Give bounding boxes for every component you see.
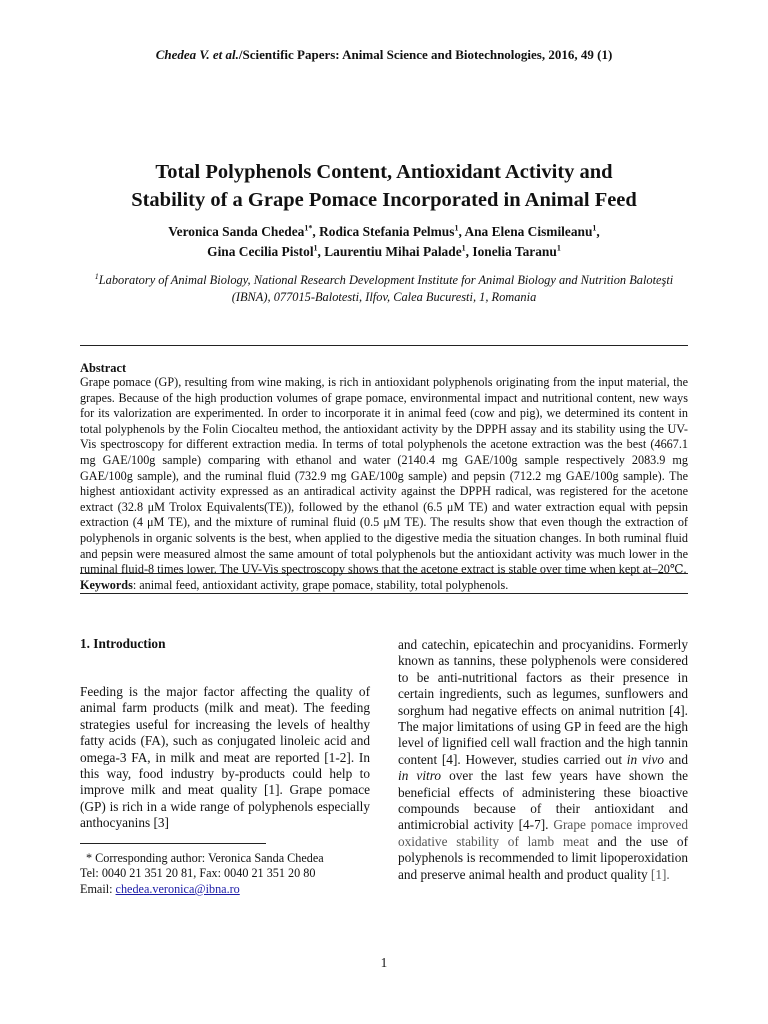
text-run: and the use of polyphenols is recommended to limit lipoperoxidation and preserve animal health and product quality <box>398 833 688 882</box>
footnote-email-line <box>80 882 324 897</box>
keywords-text: : animal feed, antioxidant activity, grape pomace, stability, total polyphenols. <box>132 578 509 592</box>
italic-term: in vivo <box>626 751 665 767</box>
author-sup: 1 <box>454 223 459 233</box>
body-column-right <box>398 637 688 883</box>
author-sup: 1 <box>592 223 597 233</box>
intro-paragraph-continued <box>398 637 688 883</box>
footnote-corresponding: * Corresponding author: Veronica Sanda Chedea <box>86 851 324 865</box>
footnote-phone: Tel: 0040 21 351 20 81, Fax: 0040 21 351 20 80 <box>80 866 316 881</box>
citation: [1]. <box>650 866 670 882</box>
paper-title <box>60 158 708 214</box>
abstract-heading: Abstract <box>80 361 127 375</box>
section-heading: 1. Introduction <box>80 636 166 651</box>
affiliation-sup: 1 <box>94 271 99 281</box>
keywords-top-rule <box>80 573 688 574</box>
author-name: Gina Cecilia Pistol <box>207 244 314 259</box>
author-name: Rodica Stefania Pelmus <box>319 224 455 239</box>
author-name: Laurentiu Mihai Palade <box>324 244 462 259</box>
header-journal: /Scientific Papers: Animal Science and Biotechnologies, 2016, 49 (1) <box>238 47 613 62</box>
page-number: 1 <box>380 955 388 970</box>
header-authors: Chedea V. et al. <box>155 47 239 62</box>
author-list: Veronica Sanda Chedea$^{1*}$, Rodica Stefania Pelmus$^1$, Ana Elena Cismileanu$^1$, Gina Cecilia Pistol$^1$, Laurentiu Mihai Palade$^1$, Ionelia Taranu$^1$ <box>168 223 600 259</box>
italic-term: in vitro <box>398 768 442 784</box>
running-header <box>0 47 768 63</box>
abstract-top-rule <box>80 345 688 346</box>
author-sup: 1 <box>461 243 466 253</box>
affiliation-line-1: Laboratory of Animal Biology, National Research Development Institute for Animal Biology and Nutrition Baloteşti <box>98 273 674 287</box>
author-sup: 1 <box>556 243 561 253</box>
email-link[interactable]: chedea.veronica@ibna.ro <box>115 881 240 896</box>
email-label: Email: <box>80 881 116 896</box>
keywords-label: Keywords <box>80 578 133 592</box>
author-name: Veronica Sanda Chedea <box>168 224 305 239</box>
keywords-bottom-rule <box>80 593 688 594</box>
text-run: Grape pomace improved oxidative stability of lamb meat <box>398 817 689 849</box>
text-run: over the last few years have shown the beneficial effects of administering these bioactive compounds because of their antioxidant and antimicrobial activity [4-7]. <box>398 768 688 833</box>
keywords <box>80 578 508 593</box>
footnote <box>80 851 324 897</box>
text-run: and <box>664 751 688 767</box>
title-line-2: Stability of a Grape Pomace Incorporated in Animal Feed <box>131 189 637 211</box>
intro-paragraph: Feeding is the major factor affecting the quality of animal farm products (milk and meat). The feeding strategies useful for increasing the levels of healthy fatty acids (FA), such as conjugated linoleic acid and omega-3 FA, in milk and meat are reported [1-2]. In this way, food industry by-products could help to improve milk and meat quality [1]. Grape pomace (GP) is rich in a wide range of polyphenols especially anthocyanins [3] <box>80 684 370 831</box>
footnote-rule <box>80 843 266 844</box>
text-run: and catechin, epicatechin and procyanidins. Formerly known as tannins, these polyphenols were considered to be anti-nutritional factors as their presence in certain ingredients, such as legumes, sunflowers and sorghum had negative effects on animal nutrition [4]. The major limitations of using GP in feed are the high level of lignified cell wall fraction and the high tannin content [4]. However, studies carried out <box>398 637 688 767</box>
title-line-1: Total Polyphenols Content, Antioxidant Activity and <box>155 161 613 183</box>
author-name: Ana Elena Cismileanu <box>464 224 593 239</box>
body-column-left <box>80 684 370 832</box>
author-sup: 1 <box>313 243 318 253</box>
author-sup: 1* <box>304 223 313 233</box>
abstract-text: Grape pomace (GP), resulting from wine making, is rich in antioxidant polyphenols originating from the input material, the grapes. Because of the high production volumes of grape pomace, environmental impact and nutritional content, new ways for its valorization are experimented. In order to incorporate it in animal feed (cow and pig), we determined its content in total polyphenols by the Folin Ciocalteu method, the antioxidant activity by the DPPH assay and its stability using the UV-Vis spectroscopy for different extraction media. In terms of total polyphenols the acetone extraction was the best (4667.1 mg GAE/100g sample) comparing with ethanol and water (2140.4 mg GAE/100g sample respectively 2083.9 mg GAE/100g sample), and the ruminal fluid (732.9 mg GAE/100g sample) and pepsin (712.2 mg GAE/100g sample). The highest antioxidant activity expressed as an antiradical activity against the DPPH radical, was registered for the acetone extract (32.8 μM Trolox Equivalents(TE)), followed by the ethanol (6.5 μM TE) and water extraction equal with pepsin extraction (4 μM TE), and the mixture of ruminal fluid (0.5 μM TE). The results show that even though the extraction of polyphenols in organic solvents is the best, when applied to the digestive media the situation changes. In both ruminal fluid and pepsin were measured almost the same amount of total polyphenols but the antioxidant activity was much lower in the ruminal fluid-8 times lower. The UV-Vis spectroscopy shows that the acetone extract is stable over time when kept at–20℃. <box>80 375 688 577</box>
affiliation-line-2: (IBNA), 077015-Balotesti, Ilfov, Calea Bucuresti, 1, Romania <box>231 290 537 304</box>
affiliation <box>70 272 698 306</box>
author-name: Ionelia Taranu <box>472 244 557 259</box>
